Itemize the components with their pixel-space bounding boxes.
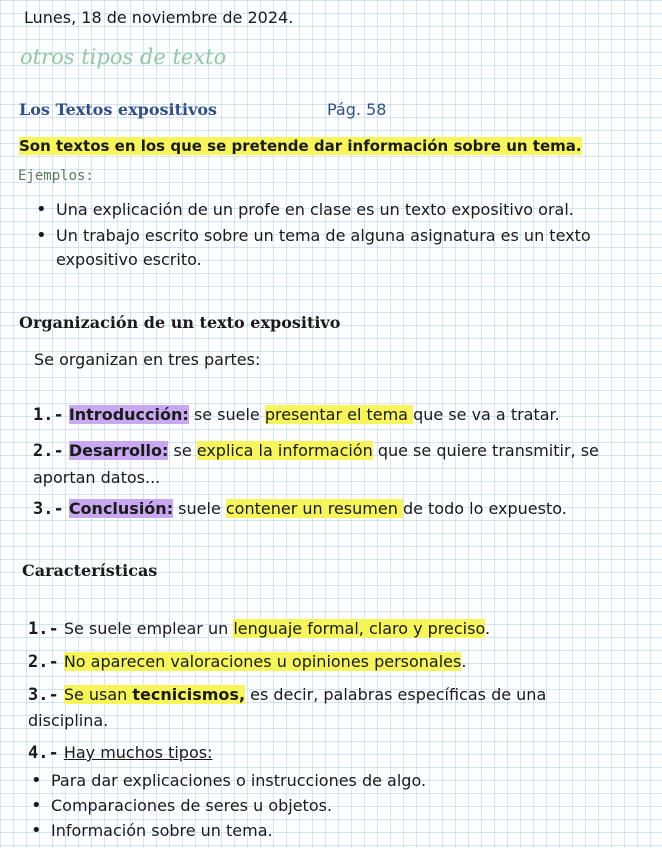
item-number: 4.- xyxy=(28,743,59,763)
item-text: se suele xyxy=(188,405,265,424)
organizacion-intro: Se organizan en tres partes: xyxy=(34,350,261,369)
organizacion-item-1 xyxy=(33,405,560,425)
item-highlight-bold: tecnicismos, xyxy=(132,685,246,704)
example-bullet-2: • Un trabajo escrito sobre un tema de alguna asignatura es un texto xyxy=(56,226,591,245)
examples-label: Ejemplos: xyxy=(18,168,94,184)
item-highlight: Se usan xyxy=(63,685,133,704)
item-text: se xyxy=(168,441,197,460)
item-number: 3.- xyxy=(33,499,64,519)
definition-text: Son textos en los que se pretende dar información sobre un tema. xyxy=(19,137,582,155)
section-title-organizacion: Organización de un texto expositivo xyxy=(19,313,341,332)
tipos-bullet-3: • Información sobre un tema. xyxy=(51,821,273,840)
item-number: 2.- xyxy=(28,652,59,672)
item-highlight: No aparecen valoraciones u opiniones personales xyxy=(63,652,462,671)
date: Lunes, 18 de noviembre de 2024. xyxy=(24,8,294,27)
item-label: Introducción: xyxy=(68,405,189,424)
item-text: es decir, palabras específicas de una xyxy=(245,685,547,704)
definition xyxy=(19,137,582,155)
page-reference: Pág. 58 xyxy=(327,100,387,119)
item-text: de todo lo expuesto. xyxy=(402,499,567,518)
item-number: 2.- xyxy=(33,441,64,461)
organizacion-item-2-cont: aportan datos... xyxy=(33,468,161,487)
caracteristica-1 xyxy=(28,619,490,639)
item-highlight: presentar el tema xyxy=(264,405,414,424)
item-text: . xyxy=(484,619,491,638)
caracteristica-3 xyxy=(28,685,546,705)
item-highlight: explica la información xyxy=(196,441,373,460)
item-text: que se va a tratar. xyxy=(413,405,560,424)
item-label: Conclusión: xyxy=(68,499,174,518)
item-text: suele xyxy=(173,499,226,518)
tipos-bullet-1: • Para dar explicaciones o instrucciones de algo. xyxy=(51,771,426,790)
section-title-textos-expositivos: Los Textos expositivos xyxy=(19,100,218,119)
item-text: que se quiere transmitir, se xyxy=(372,441,599,460)
section-title-caracteristicas: Características xyxy=(22,561,158,580)
item-highlight: contener un resumen xyxy=(225,499,403,518)
caracteristica-3-cont: disciplina. xyxy=(28,711,109,730)
organizacion-item-2 xyxy=(33,441,599,461)
example-bullet-1: • Una explicación de un profe en clase es un texto expositivo oral. xyxy=(56,200,574,219)
item-label: Desarrollo: xyxy=(68,441,169,460)
item-label: Hay muchos tipos: xyxy=(63,743,213,762)
caracteristica-4 xyxy=(28,743,212,763)
item-text: . xyxy=(461,652,467,671)
item-highlight: lenguaje formal, claro y preciso xyxy=(233,619,485,638)
item-number: 3.- xyxy=(28,685,59,705)
item-text: Se suele emplear un xyxy=(63,619,234,638)
item-number: 1.- xyxy=(28,619,59,639)
caracteristica-2 xyxy=(28,652,466,672)
organizacion-item-3 xyxy=(33,499,567,519)
item-number: 1.- xyxy=(33,405,64,425)
example-bullet-2-cont: expositivo escrito. xyxy=(56,250,202,269)
tipos-bullet-2: • Comparaciones de seres u objetos. xyxy=(51,796,332,815)
handwritten-title: otros tipos de texto xyxy=(20,45,227,69)
